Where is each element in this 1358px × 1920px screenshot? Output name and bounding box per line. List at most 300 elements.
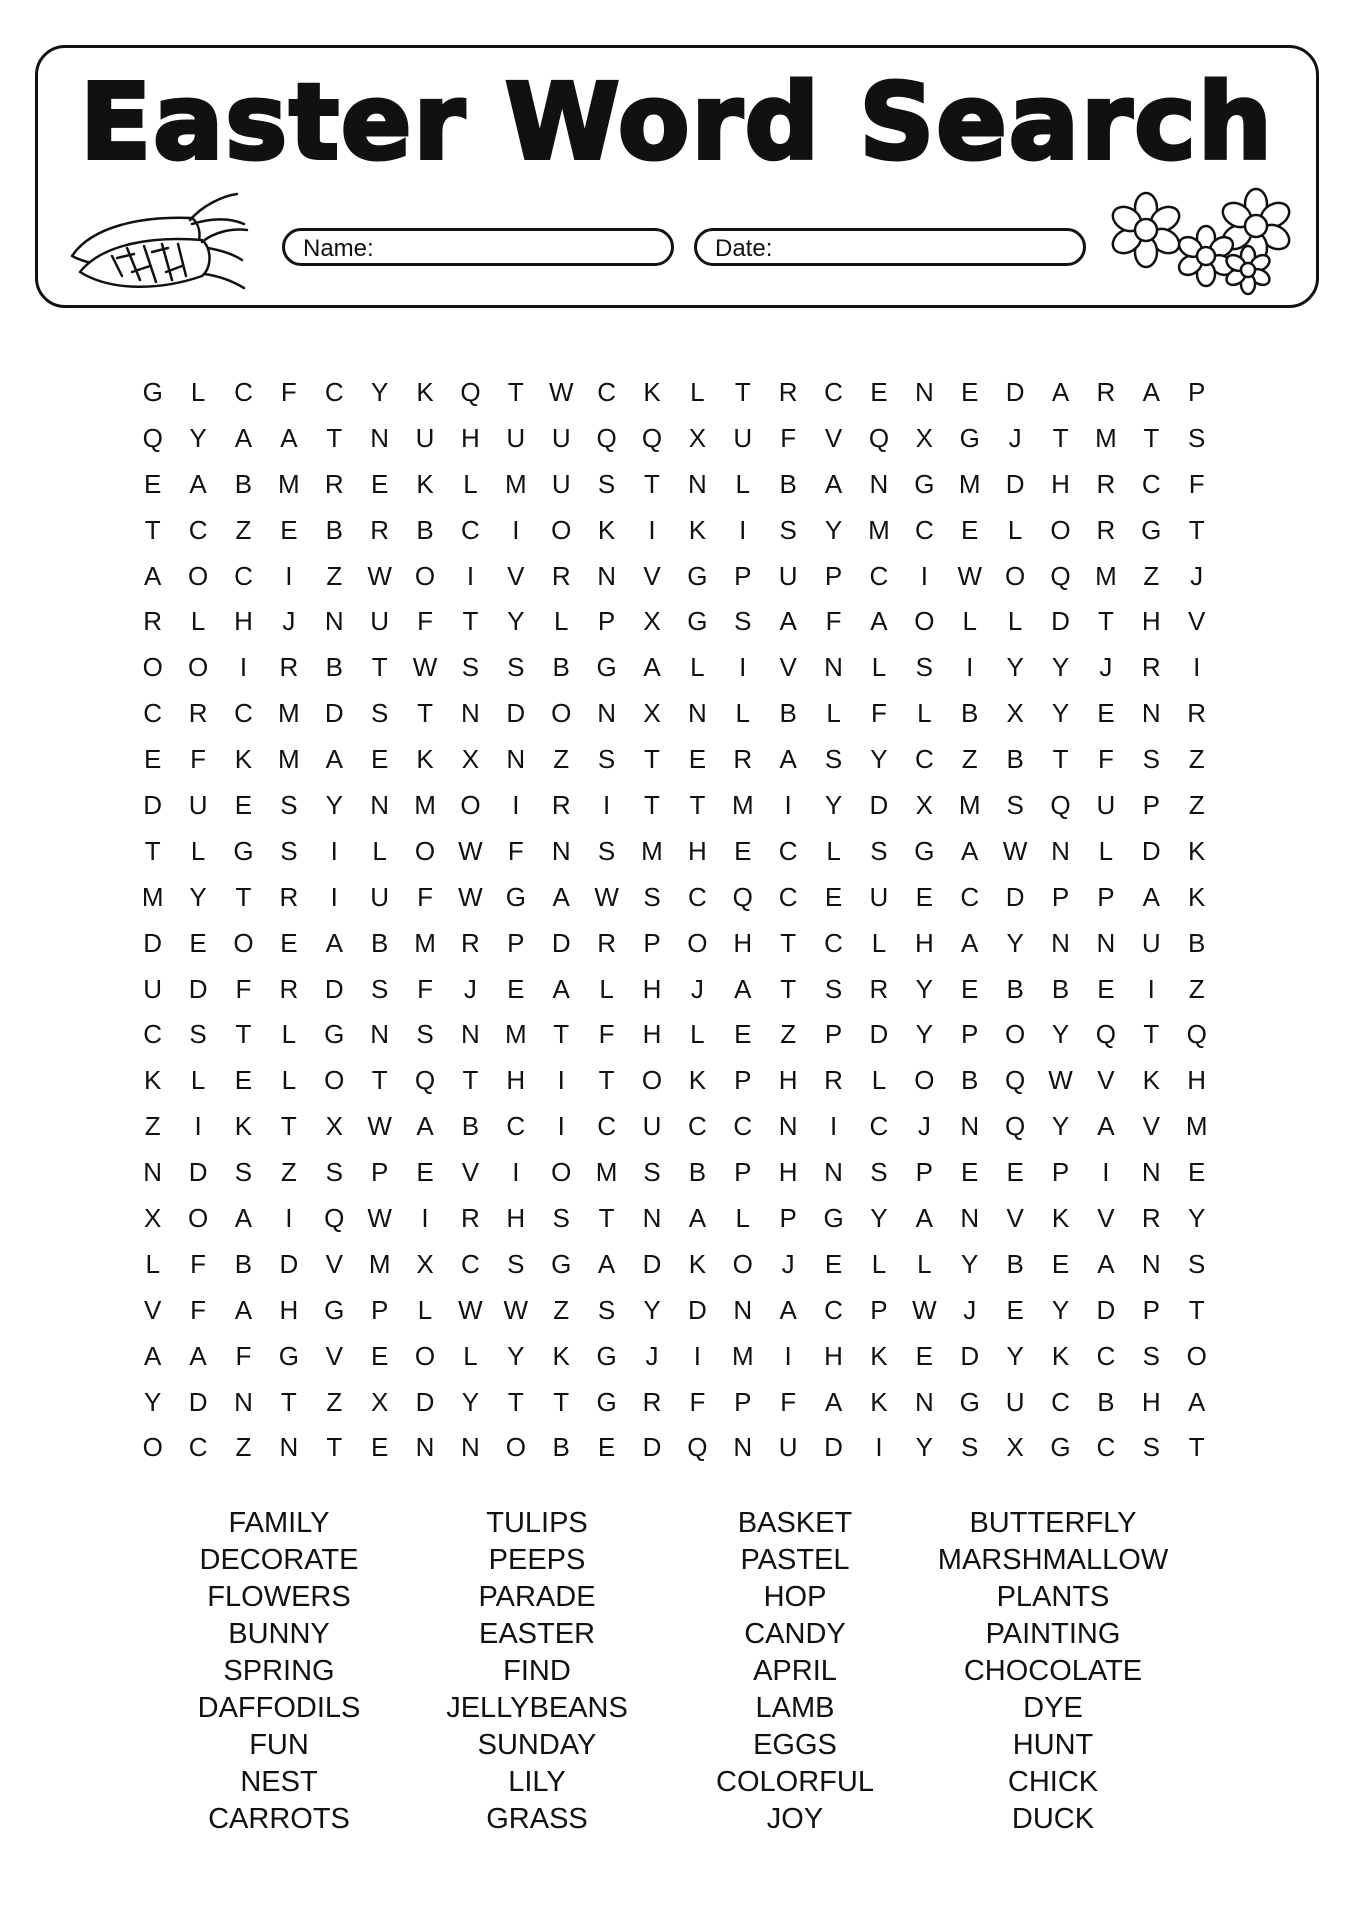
grid-letter[interactable]: L <box>690 377 705 407</box>
grid-letter[interactable]: S <box>1188 422 1206 453</box>
grid-letter[interactable]: O <box>914 1065 935 1096</box>
grid-letter[interactable]: U <box>1141 927 1161 958</box>
grid-letter[interactable]: W <box>458 1294 483 1325</box>
grid-letter[interactable]: U <box>733 422 753 453</box>
grid-letter[interactable]: I <box>784 790 792 821</box>
grid-letter[interactable]: A <box>643 652 661 683</box>
grid-letter[interactable]: E <box>1097 973 1115 1004</box>
grid-letter[interactable]: C <box>914 514 934 545</box>
grid-letter[interactable]: T <box>507 1386 524 1417</box>
grid-letter[interactable]: D <box>324 698 344 729</box>
grid-letter[interactable]: I <box>1193 652 1201 683</box>
grid-letter[interactable]: T <box>144 835 161 866</box>
grid-letter[interactable]: S <box>280 835 298 866</box>
grid-letter[interactable]: C <box>597 377 616 407</box>
grid-letter[interactable]: O <box>414 560 436 591</box>
grid-letter[interactable]: M <box>414 790 436 821</box>
grid-letter[interactable]: A <box>325 744 343 775</box>
grid-letter[interactable]: T <box>1052 744 1069 775</box>
grid-letter[interactable]: Y <box>870 744 888 775</box>
grid-letter[interactable]: U <box>778 1432 798 1463</box>
grid-letter[interactable]: T <box>780 927 797 958</box>
grid-letter[interactable]: G <box>687 606 708 637</box>
grid-letter[interactable]: S <box>370 698 389 729</box>
grid-letter[interactable]: X <box>1006 1432 1024 1463</box>
grid-letter[interactable]: L <box>917 698 932 729</box>
grid-letter[interactable]: S <box>507 652 525 683</box>
grid-letter[interactable]: N <box>1141 1157 1161 1188</box>
grid-letter[interactable]: W <box>548 377 574 407</box>
grid-letter[interactable]: S <box>870 1157 888 1188</box>
grid-letter[interactable]: N <box>1051 927 1070 958</box>
grid-letter[interactable]: I <box>739 514 747 545</box>
grid-letter[interactable]: M <box>141 881 164 912</box>
grid-letter[interactable]: C <box>234 560 253 591</box>
grid-letter[interactable]: G <box>914 468 935 499</box>
grid-letter[interactable]: O <box>732 1248 753 1279</box>
grid-letter[interactable]: H <box>1141 1386 1161 1417</box>
grid-letter[interactable]: C <box>188 514 208 545</box>
grid-letter[interactable]: N <box>1051 835 1070 866</box>
grid-letter[interactable]: X <box>325 1111 343 1142</box>
grid-letter[interactable]: M <box>278 698 300 729</box>
grid-letter[interactable]: I <box>1147 973 1155 1004</box>
grid-letter[interactable]: Y <box>1051 652 1070 683</box>
grid-letter[interactable]: Z <box>780 1019 797 1050</box>
grid-letter[interactable]: M <box>368 1248 391 1279</box>
grid-letter[interactable]: G <box>596 652 617 683</box>
grid-letter[interactable]: L <box>917 1248 932 1279</box>
grid-letter[interactable]: T <box>1143 1019 1160 1050</box>
grid-letter[interactable]: B <box>552 652 570 683</box>
grid-letter[interactable]: I <box>285 560 293 591</box>
grid-letter[interactable]: R <box>279 652 299 683</box>
grid-letter[interactable]: P <box>1142 1294 1160 1325</box>
grid-letter[interactable]: D <box>143 927 163 958</box>
grid-letter[interactable]: A <box>734 973 752 1004</box>
grid-letter[interactable]: U <box>188 790 208 821</box>
grid-letter[interactable]: M <box>731 1340 754 1371</box>
grid-letter[interactable]: G <box>505 881 526 912</box>
grid-letter[interactable]: L <box>826 698 841 729</box>
grid-letter[interactable]: O <box>414 1340 436 1371</box>
grid-letter[interactable]: T <box>553 1019 570 1050</box>
grid-letter[interactable]: H <box>506 1065 526 1096</box>
grid-letter[interactable]: B <box>1051 973 1070 1004</box>
grid-letter[interactable]: H <box>1141 606 1161 637</box>
grid-letter[interactable]: L <box>826 835 841 866</box>
grid-letter[interactable]: J <box>1008 422 1022 453</box>
grid-letter[interactable]: S <box>189 1019 207 1050</box>
grid-letter[interactable]: J <box>645 1340 659 1371</box>
grid-letter[interactable]: W <box>458 881 483 912</box>
grid-letter[interactable]: K <box>688 1248 707 1279</box>
grid-letter[interactable]: D <box>506 698 526 729</box>
grid-letter[interactable]: U <box>506 422 526 453</box>
grid-letter[interactable]: C <box>778 835 798 866</box>
grid-letter[interactable]: I <box>330 881 338 912</box>
grid-letter[interactable]: G <box>551 1248 572 1279</box>
grid-letter[interactable]: F <box>235 973 252 1004</box>
grid-letter[interactable]: Z <box>235 514 252 545</box>
grid-letter[interactable]: P <box>870 1294 888 1325</box>
grid-letter[interactable]: H <box>279 1294 299 1325</box>
grid-letter[interactable]: I <box>421 1203 429 1234</box>
grid-letter[interactable]: G <box>278 1340 299 1371</box>
grid-letter[interactable]: V <box>461 1157 480 1188</box>
grid-letter[interactable]: L <box>190 835 206 866</box>
grid-letter[interactable]: V <box>1188 606 1206 637</box>
grid-letter[interactable]: B <box>779 698 797 729</box>
grid-letter[interactable]: S <box>1006 790 1024 821</box>
grid-letter[interactable]: G <box>1050 1432 1071 1463</box>
grid-letter[interactable]: O <box>687 927 708 958</box>
grid-letter[interactable]: O <box>505 1432 526 1463</box>
grid-letter[interactable]: N <box>1141 698 1161 729</box>
grid-letter[interactable]: D <box>1005 377 1025 407</box>
grid-letter[interactable]: N <box>279 1432 299 1463</box>
grid-letter[interactable]: E <box>370 744 389 775</box>
grid-letter[interactable]: F <box>1188 468 1205 499</box>
grid-letter[interactable]: C <box>1096 1340 1116 1371</box>
grid-letter[interactable]: H <box>824 1340 843 1371</box>
grid-letter[interactable]: P <box>824 560 843 591</box>
grid-letter[interactable]: Y <box>461 1386 480 1417</box>
grid-letter[interactable]: L <box>417 1294 433 1325</box>
grid-letter[interactable]: M <box>1095 422 1117 453</box>
grid-letter[interactable]: R <box>1096 514 1116 545</box>
grid-letter[interactable]: X <box>688 422 707 453</box>
grid-letter[interactable]: T <box>644 744 660 775</box>
grid-letter[interactable]: S <box>597 835 616 866</box>
grid-letter[interactable]: Y <box>915 1432 933 1463</box>
grid-letter[interactable]: K <box>144 1065 162 1096</box>
grid-letter[interactable]: D <box>188 1157 208 1188</box>
grid-letter[interactable]: B <box>325 514 343 545</box>
grid-letter[interactable]: Y <box>915 1019 933 1050</box>
grid-letter[interactable]: T <box>644 468 660 499</box>
grid-letter[interactable]: C <box>687 881 707 912</box>
grid-letter[interactable]: O <box>142 652 163 683</box>
grid-letter[interactable]: U <box>415 422 435 453</box>
grid-letter[interactable]: N <box>960 1203 980 1234</box>
grid-letter[interactable]: E <box>144 468 162 499</box>
grid-letter[interactable]: B <box>461 1111 480 1142</box>
grid-letter[interactable]: U <box>869 881 889 912</box>
grid-letter[interactable]: I <box>875 1432 883 1463</box>
grid-letter[interactable]: C <box>1051 1386 1070 1417</box>
grid-letter[interactable]: N <box>869 468 889 499</box>
grid-letter[interactable]: N <box>324 606 344 637</box>
grid-letter[interactable]: Y <box>189 881 207 912</box>
grid-letter[interactable]: L <box>1098 835 1114 866</box>
grid-letter[interactable]: L <box>735 468 750 499</box>
grid-letter[interactable]: E <box>507 973 525 1004</box>
grid-letter[interactable]: W <box>1048 1065 1073 1096</box>
grid-letter[interactable]: S <box>1188 1248 1206 1279</box>
grid-letter[interactable]: C <box>1096 1432 1116 1463</box>
grid-letter[interactable]: P <box>734 1065 752 1096</box>
grid-letter[interactable]: B <box>234 1248 253 1279</box>
grid-letter[interactable]: T <box>371 652 388 683</box>
grid-letter[interactable]: T <box>144 514 161 545</box>
grid-letter[interactable]: C <box>824 927 843 958</box>
grid-letter[interactable]: O <box>551 1157 572 1188</box>
grid-letter[interactable]: A <box>234 422 253 453</box>
grid-letter[interactable]: D <box>415 1386 435 1417</box>
grid-letter[interactable]: W <box>367 1111 392 1142</box>
grid-letter[interactable]: U <box>1005 1386 1025 1417</box>
grid-letter[interactable]: Q <box>868 422 890 453</box>
grid-letter[interactable]: L <box>190 606 206 637</box>
grid-letter[interactable]: A <box>1142 377 1160 407</box>
grid-letter[interactable]: T <box>235 881 252 912</box>
grid-letter[interactable]: H <box>687 835 707 866</box>
grid-letter[interactable]: H <box>778 1157 798 1188</box>
grid-letter[interactable]: F <box>780 422 797 453</box>
grid-letter[interactable]: K <box>416 468 434 499</box>
grid-letter[interactable]: R <box>370 514 390 545</box>
grid-letter[interactable]: A <box>870 606 888 637</box>
grid-letter[interactable]: H <box>506 1203 526 1234</box>
grid-letter[interactable]: B <box>234 468 253 499</box>
grid-letter[interactable]: A <box>144 1340 162 1371</box>
grid-letter[interactable]: L <box>553 606 569 637</box>
grid-letter[interactable]: C <box>914 744 934 775</box>
grid-letter[interactable]: J <box>282 606 296 637</box>
grid-letter[interactable]: D <box>1005 468 1025 499</box>
grid-letter[interactable]: F <box>417 881 433 912</box>
grid-letter[interactable]: E <box>370 1432 389 1463</box>
grid-letter[interactable]: Y <box>824 514 843 545</box>
grid-letter[interactable]: C <box>960 881 980 912</box>
grid-letter[interactable]: Q <box>460 377 481 407</box>
grid-letter[interactable]: T <box>780 973 797 1004</box>
grid-letter[interactable]: N <box>597 698 616 729</box>
grid-letter[interactable]: P <box>1051 1157 1070 1188</box>
grid-letter[interactable]: S <box>915 652 933 683</box>
grid-letter[interactable]: E <box>824 1248 843 1279</box>
grid-letter[interactable]: E <box>1188 1157 1206 1188</box>
grid-letter[interactable]: F <box>235 1340 252 1371</box>
grid-letter[interactable]: Z <box>1188 744 1205 775</box>
grid-letter[interactable]: L <box>463 1340 478 1371</box>
grid-letter[interactable]: G <box>823 1203 844 1234</box>
grid-letter[interactable]: R <box>143 606 163 637</box>
grid-letter[interactable]: A <box>779 744 797 775</box>
grid-letter[interactable]: R <box>1096 377 1116 407</box>
grid-letter[interactable]: E <box>915 881 933 912</box>
grid-letter[interactable]: A <box>1051 377 1070 407</box>
grid-letter[interactable]: D <box>869 1019 889 1050</box>
grid-letter[interactable]: N <box>824 652 843 683</box>
grid-letter[interactable]: Y <box>189 422 207 453</box>
grid-letter[interactable]: Z <box>961 744 978 775</box>
grid-letter[interactable]: S <box>961 1432 979 1463</box>
grid-letter[interactable]: A <box>234 1294 253 1325</box>
grid-letter[interactable]: T <box>462 1065 479 1096</box>
grid-letter[interactable]: E <box>961 1157 979 1188</box>
grid-letter[interactable]: A <box>325 927 343 958</box>
grid-letter[interactable]: F <box>689 1386 706 1417</box>
grid-letter[interactable]: O <box>1005 560 1026 591</box>
grid-letter[interactable]: V <box>643 560 661 591</box>
grid-letter[interactable]: O <box>1005 1019 1026 1050</box>
grid-letter[interactable]: B <box>1188 927 1206 958</box>
grid-letter[interactable]: P <box>1097 881 1115 912</box>
grid-letter[interactable]: O <box>551 514 572 545</box>
grid-letter[interactable]: Q <box>414 1065 436 1096</box>
grid-letter[interactable]: A <box>824 1386 843 1417</box>
grid-letter[interactable]: V <box>779 652 797 683</box>
grid-letter[interactable]: M <box>641 835 663 866</box>
grid-letter[interactable]: Q <box>596 422 617 453</box>
grid-letter[interactable]: U <box>551 468 571 499</box>
grid-letter[interactable]: Q <box>1050 560 1071 591</box>
grid-letter[interactable]: F <box>825 606 842 637</box>
grid-letter[interactable]: D <box>1005 881 1025 912</box>
grid-letter[interactable]: C <box>597 1111 616 1142</box>
grid-letter[interactable]: S <box>280 790 298 821</box>
grid-letter[interactable]: Q <box>641 422 663 453</box>
grid-letter[interactable]: E <box>1006 1294 1024 1325</box>
grid-letter[interactable]: X <box>144 1203 162 1234</box>
grid-letter[interactable]: P <box>507 927 525 958</box>
grid-letter[interactable]: W <box>367 560 392 591</box>
grid-letter[interactable]: B <box>1006 1248 1024 1279</box>
grid-letter[interactable]: R <box>551 790 571 821</box>
grid-letter[interactable]: T <box>1188 1294 1205 1325</box>
grid-letter[interactable]: N <box>687 698 707 729</box>
grid-letter[interactable]: A <box>1142 881 1160 912</box>
grid-letter[interactable]: E <box>961 377 979 407</box>
grid-letter[interactable]: L <box>190 377 206 407</box>
grid-letter[interactable]: L <box>463 468 478 499</box>
grid-letter[interactable]: L <box>1007 514 1023 545</box>
grid-letter[interactable]: P <box>961 1019 979 1050</box>
grid-letter[interactable]: W <box>367 1203 392 1234</box>
grid-letter[interactable]: K <box>234 1111 253 1142</box>
grid-letter[interactable]: S <box>1142 1432 1160 1463</box>
grid-letter[interactable]: O <box>1186 1340 1207 1371</box>
grid-letter[interactable]: T <box>598 1203 615 1234</box>
grid-letter[interactable]: E <box>734 835 752 866</box>
grid-letter[interactable]: S <box>597 744 616 775</box>
grid-letter[interactable]: X <box>915 422 933 453</box>
grid-letter[interactable]: R <box>279 973 299 1004</box>
grid-letter[interactable]: J <box>463 973 477 1004</box>
grid-letter[interactable]: M <box>278 468 300 499</box>
grid-letter[interactable]: S <box>597 1294 616 1325</box>
grid-letter[interactable]: A <box>688 1203 707 1234</box>
grid-letter[interactable]: F <box>780 1386 797 1417</box>
grid-letter[interactable]: J <box>917 1111 931 1142</box>
grid-letter[interactable]: N <box>778 1111 798 1142</box>
grid-letter[interactable]: X <box>915 790 933 821</box>
grid-letter[interactable]: Y <box>1051 698 1070 729</box>
grid-letter[interactable]: W <box>412 652 438 683</box>
grid-letter[interactable]: T <box>462 606 479 637</box>
grid-letter[interactable]: A <box>961 927 979 958</box>
grid-letter[interactable]: F <box>871 698 887 729</box>
grid-letter[interactable]: L <box>599 973 614 1004</box>
grid-letter[interactable]: Z <box>1188 790 1205 821</box>
grid-letter[interactable]: X <box>416 1248 434 1279</box>
grid-letter[interactable]: S <box>416 1019 434 1050</box>
grid-letter[interactable]: B <box>961 1065 979 1096</box>
grid-letter[interactable]: B <box>325 652 343 683</box>
grid-letter[interactable]: C <box>824 1294 843 1325</box>
grid-letter[interactable]: A <box>961 835 979 866</box>
grid-letter[interactable]: K <box>870 1386 888 1417</box>
grid-letter[interactable]: J <box>781 1248 795 1279</box>
grid-letter[interactable]: S <box>552 1203 570 1234</box>
grid-letter[interactable]: J <box>1190 560 1204 591</box>
grid-letter[interactable]: O <box>914 606 935 637</box>
grid-letter[interactable]: R <box>1187 698 1207 729</box>
grid-letter[interactable]: V <box>144 1294 162 1325</box>
grid-letter[interactable]: L <box>871 1248 887 1279</box>
grid-letter[interactable]: P <box>824 1019 843 1050</box>
grid-letter[interactable]: B <box>961 698 979 729</box>
grid-letter[interactable]: R <box>1141 1203 1161 1234</box>
grid-letter[interactable]: Z <box>280 1157 297 1188</box>
grid-letter[interactable]: Q <box>732 881 753 912</box>
grid-letter[interactable]: A <box>1097 1111 1115 1142</box>
grid-letter[interactable]: Y <box>961 1248 979 1279</box>
grid-letter[interactable]: T <box>689 790 706 821</box>
grid-letter[interactable]: A <box>416 1111 434 1142</box>
grid-letter[interactable]: N <box>597 560 616 591</box>
grid-letter[interactable]: B <box>370 927 389 958</box>
grid-letter[interactable]: L <box>1007 606 1023 637</box>
grid-letter[interactable]: Q <box>1186 1019 1207 1050</box>
grid-letter[interactable]: I <box>648 514 656 545</box>
grid-letter[interactable]: N <box>370 1019 390 1050</box>
grid-letter[interactable]: S <box>325 1157 343 1188</box>
grid-letter[interactable]: S <box>779 514 797 545</box>
grid-letter[interactable]: Y <box>1188 1203 1206 1234</box>
grid-letter[interactable]: M <box>504 1019 527 1050</box>
grid-letter[interactable]: S <box>870 835 888 866</box>
grid-letter[interactable]: B <box>1006 973 1024 1004</box>
grid-letter[interactable]: Z <box>1143 560 1160 591</box>
grid-letter[interactable]: R <box>279 881 299 912</box>
grid-letter[interactable]: R <box>597 927 616 958</box>
grid-letter[interactable]: U <box>143 973 163 1004</box>
grid-letter[interactable]: E <box>234 790 253 821</box>
grid-letter[interactable]: P <box>734 1157 752 1188</box>
grid-letter[interactable]: A <box>552 881 570 912</box>
grid-letter[interactable]: S <box>370 973 389 1004</box>
grid-letter[interactable]: B <box>688 1157 707 1188</box>
grid-letter[interactable]: C <box>188 1432 208 1463</box>
grid-letter[interactable]: T <box>280 1386 297 1417</box>
grid-letter[interactable]: Y <box>370 377 389 407</box>
grid-letter[interactable]: Y <box>1006 1340 1024 1371</box>
grid-letter[interactable]: C <box>1141 468 1161 499</box>
grid-letter[interactable]: G <box>959 422 980 453</box>
grid-letter[interactable]: X <box>643 606 661 637</box>
grid-letter[interactable]: G <box>687 560 708 591</box>
grid-letter[interactable]: Z <box>553 1294 570 1325</box>
grid-letter[interactable]: N <box>733 1294 753 1325</box>
grid-letter[interactable]: R <box>324 468 344 499</box>
grid-letter[interactable]: K <box>1142 1065 1160 1096</box>
grid-letter[interactable]: J <box>1099 652 1113 683</box>
grid-letter[interactable]: Y <box>507 1340 525 1371</box>
grid-letter[interactable]: N <box>461 698 480 729</box>
